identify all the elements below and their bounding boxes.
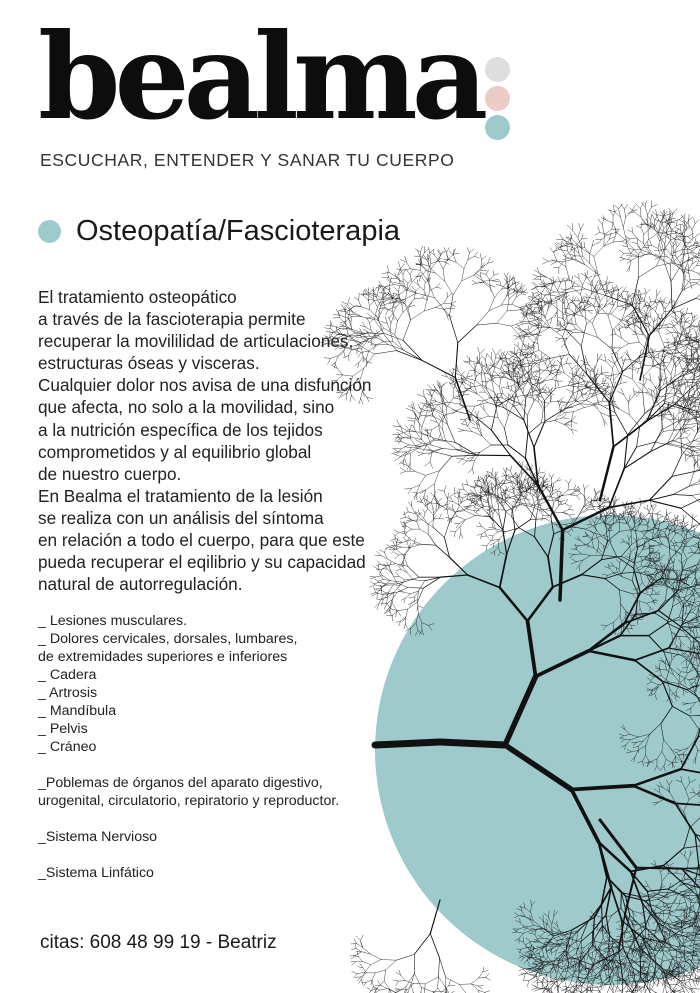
- tree-branch: [527, 491, 533, 496]
- tree-branch: [488, 481, 491, 485]
- tree-branch: [580, 491, 585, 496]
- tree-branch: [683, 515, 686, 520]
- tree-branch: [597, 501, 600, 507]
- tree-branch: [585, 485, 589, 489]
- tree-branch: [474, 502, 477, 508]
- tree-branch: [563, 510, 569, 513]
- tree-branch: [496, 472, 498, 476]
- tree-branch: [668, 515, 670, 520]
- tree-branch: [525, 483, 527, 487]
- tree-branch: [492, 536, 493, 540]
- tree-branch: [538, 475, 543, 478]
- tree-branch: [465, 516, 476, 520]
- tree-branch: [469, 505, 476, 506]
- tree-branch: [695, 974, 700, 978]
- tree-branch: [457, 516, 465, 520]
- tree-branch: [656, 511, 661, 514]
- tree-branch: [506, 528, 519, 532]
- tree-branch: [647, 505, 648, 510]
- tree-branch: [530, 483, 532, 488]
- tree-branch: [514, 498, 517, 502]
- tree-branch: [498, 479, 500, 483]
- tree-branch: [474, 507, 478, 509]
- tree-branch: [626, 503, 627, 509]
- tree-branch: [577, 496, 580, 500]
- tree-branch: [651, 501, 652, 507]
- tree-branch: [387, 603, 390, 609]
- tree-branch: [557, 491, 562, 492]
- tree-branch: [510, 471, 513, 477]
- tree-branch: [503, 511, 506, 530]
- tree-branch: [562, 490, 569, 495]
- tree-branch: [565, 499, 568, 504]
- tree-branch: [461, 533, 463, 538]
- tree-branch: [483, 502, 488, 503]
- tree-branch: [462, 485, 464, 490]
- tree-branch: [471, 486, 476, 487]
- tree-branch: [569, 510, 574, 511]
- tree-branch: [615, 496, 616, 501]
- tree-branch: [570, 495, 577, 496]
- tree-branch: [514, 484, 516, 488]
- tree-branch: [577, 493, 581, 496]
- tree-branch: [484, 506, 492, 507]
- tree-branch: [504, 478, 506, 484]
- tree-branch: [475, 509, 478, 513]
- tree-branch: [482, 527, 488, 531]
- tree-branch: [539, 468, 540, 474]
- tree-branch: [459, 495, 460, 502]
- tree-branch: [474, 499, 475, 504]
- tree-branch: [487, 510, 491, 511]
- tree-branch: [506, 494, 511, 498]
- tree-branch: [656, 514, 661, 515]
- tree-branch: [382, 600, 384, 606]
- tree-branch: [474, 511, 479, 515]
- tree-branch: [482, 530, 487, 534]
- tree-branch: [538, 476, 541, 479]
- tree-branch: [464, 489, 469, 494]
- tree-branch: [492, 468, 493, 473]
- tree-branch: [481, 489, 483, 494]
- tree-branch: [632, 511, 637, 512]
- tree-branch: [615, 499, 620, 502]
- tree-branch: [500, 480, 504, 483]
- tree-branch: [466, 509, 474, 511]
- tree-branch: [560, 500, 565, 501]
- tree-branch: [588, 509, 595, 510]
- tree-branch: [533, 496, 535, 506]
- tree-branch: [583, 510, 587, 513]
- tree-branch: [465, 511, 476, 516]
- tree-branch: [512, 484, 514, 488]
- tree-branch: [479, 486, 485, 488]
- tree-branch: [543, 488, 546, 491]
- tree-branch: [490, 543, 494, 545]
- tree-branch: [594, 490, 596, 495]
- tree-branch: [652, 983, 654, 988]
- tree-branch: [638, 504, 641, 511]
- tree-branch: [586, 497, 590, 501]
- tree-branch: [479, 492, 484, 493]
- tree-branch: [570, 491, 575, 495]
- tree-branch: [382, 597, 388, 598]
- tree-branch: [493, 528, 497, 532]
- tree-branch: [579, 507, 588, 514]
- tree-branch: [539, 472, 545, 473]
- tree-branch: [574, 485, 576, 489]
- tree-branch: [526, 497, 531, 504]
- tree-branch: [565, 480, 569, 484]
- tree-branch: [528, 480, 530, 484]
- tree-branch: [387, 597, 388, 603]
- tree-branch: [546, 487, 550, 491]
- tree-branch: [569, 479, 571, 483]
- tree-branch: [552, 481, 557, 484]
- tree-branch: [515, 520, 531, 531]
- tree-branch: [506, 467, 507, 472]
- tree-branch: [508, 491, 514, 494]
- tree-branch: [408, 602, 418, 609]
- tree-branch: [515, 507, 517, 511]
- tree-branch: [583, 484, 584, 489]
- tree-branch: [477, 526, 482, 527]
- tree-branch: [511, 517, 519, 528]
- tree-branch: [491, 483, 492, 489]
- tree-branch: [674, 515, 676, 519]
- tree-branch: [552, 491, 557, 494]
- tree-branch: [548, 500, 555, 501]
- tree-branch: [485, 532, 487, 536]
- tree-branch: [489, 535, 494, 536]
- tree-branch: [531, 506, 535, 519]
- tree-branch: [569, 515, 574, 516]
- tree-branch: [440, 742, 505, 745]
- tree-branch: [479, 522, 481, 527]
- tree-branch: [461, 498, 463, 503]
- tree-branch: [459, 520, 465, 524]
- tree-branch: [487, 529, 495, 530]
- tree-branch: [502, 503, 504, 510]
- tree-branch: [499, 532, 506, 540]
- tree-branch: [484, 482, 485, 488]
- tree-branch: [491, 509, 493, 514]
- tree-branch: [418, 606, 423, 608]
- tree-branch: [503, 473, 505, 477]
- tree-branch: [522, 461, 523, 466]
- tree-branch: [597, 497, 598, 502]
- tree-branch: [493, 507, 500, 516]
- tree-branch: [492, 524, 493, 528]
- tree-branch: [562, 495, 571, 496]
- tree-branch: [462, 484, 467, 485]
- tree-branch: [528, 477, 529, 482]
- tree-branch: [653, 505, 656, 510]
- tree-branch: [554, 505, 559, 512]
- tree-branch: [542, 515, 543, 520]
- tree-branch: [510, 466, 511, 471]
- tree-branch: [493, 532, 498, 536]
- tree-branch: [460, 520, 465, 527]
- tree-branch: [676, 520, 682, 521]
- tree-branch: [467, 480, 468, 485]
- tree-branch: [579, 507, 583, 515]
- tree-branch: [506, 500, 513, 506]
- tree-branch: [459, 533, 460, 538]
- tree-branch: [568, 483, 569, 490]
- tree-branch: [384, 604, 386, 609]
- tree-branch: [472, 497, 477, 498]
- tree-branch: [513, 496, 519, 498]
- tree-branch: [667, 512, 672, 515]
- tree-branch: [692, 520, 693, 528]
- tree-branch: [459, 505, 465, 511]
- tree-branch: [466, 506, 471, 509]
- tree-branch: [478, 476, 479, 481]
- tree-branch: [584, 489, 585, 496]
- tree-branch: [458, 496, 463, 498]
- tree-branch: [685, 522, 689, 524]
- tree-branch: [549, 474, 552, 478]
- tree-branch: [495, 472, 496, 476]
- tree-branch: [458, 499, 459, 505]
- tree-branch: [695, 974, 696, 980]
- tree-branch: [512, 496, 520, 510]
- tree-branch: [539, 510, 543, 516]
- tree-branch: [505, 471, 507, 476]
- tree-branch: [565, 504, 569, 507]
- tree-branch: [537, 492, 538, 498]
- tree-branch: [648, 507, 651, 514]
- tree-branch: [474, 510, 480, 511]
- tree-branch: [409, 597, 415, 598]
- tree-branch: [644, 507, 649, 510]
- tree-branch: [531, 519, 546, 520]
- tree-branch: [477, 534, 482, 535]
- tree-branch: [496, 483, 497, 489]
- tree-branch: [492, 495, 503, 499]
- tree-branch: [504, 483, 510, 484]
- tree-branch: [568, 489, 574, 490]
- tree-branch: [460, 527, 461, 534]
- tree-branch: [486, 509, 491, 510]
- tree-branch: [557, 488, 560, 492]
- tree-branch: [671, 518, 676, 522]
- tree-branch: [652, 510, 653, 517]
- tree-branch: [552, 474, 554, 478]
- tree-branch: [398, 609, 408, 611]
- tree-branch: [515, 495, 520, 496]
- tree-branch: [552, 489, 557, 490]
- tree-branch: [634, 512, 637, 517]
- tree-branch: [487, 536, 491, 541]
